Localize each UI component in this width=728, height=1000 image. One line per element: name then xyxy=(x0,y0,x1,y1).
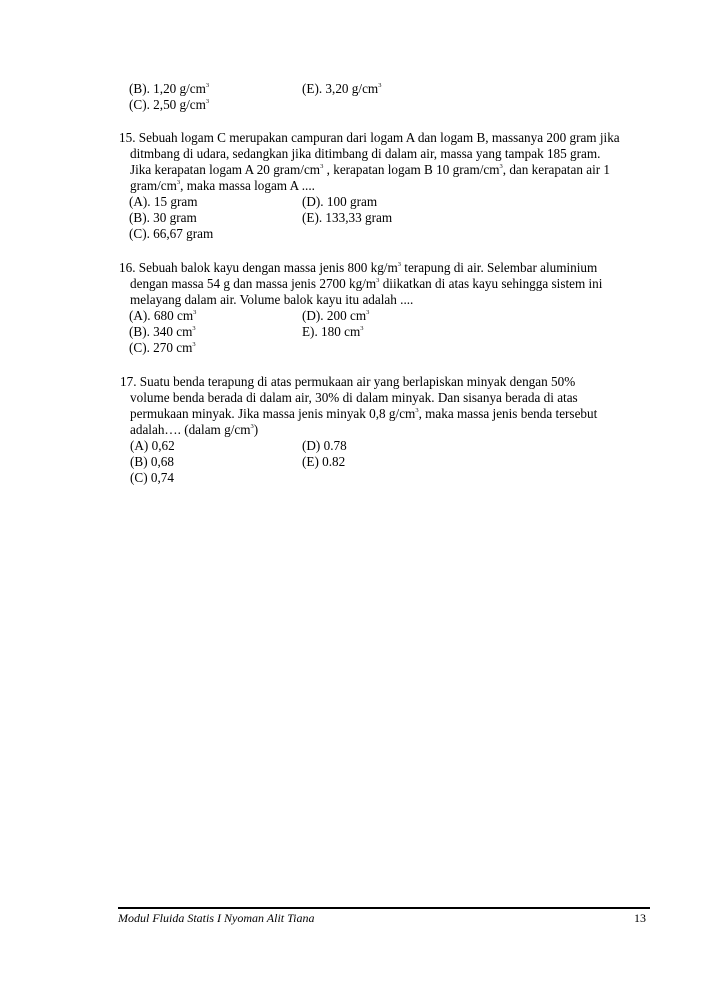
q17-option-a: (A) 0,62 xyxy=(130,438,175,453)
q16-option-a: (A). 680 $cm^3$ xyxy=(129,308,197,323)
q17-line-4: adalah…. (dalam $g/cm^3$) xyxy=(130,422,259,437)
footer-title: Modul Fluida Statis I Nyoman Alit Tiana xyxy=(118,911,315,925)
q16-option-b: (B). 340 $cm^3$ xyxy=(129,324,196,339)
q17-line-3: permukaan minyak. Jika massa jenis minyak 0,8 $g/cm^3$, maka massa jenis benda tersebut xyxy=(130,406,598,421)
q15-option-b: (B). 30 gram xyxy=(129,210,197,225)
q17-option-c: (C) 0,74 xyxy=(130,470,174,485)
footer-divider xyxy=(118,907,650,909)
q16-option-e: E). 180 $cm^3$ xyxy=(302,324,364,339)
q16-line-1: 16. Sebuah balok kayu dengan massa jenis 800 $kg/m^3$ terapung di air. Selembar aluminium xyxy=(119,260,598,275)
q16-option-c: (C). 270 $cm^3$ xyxy=(129,340,196,355)
q17-option-e: (E) 0.82 xyxy=(302,454,346,469)
q15-option-e: (E). 133,33 gram xyxy=(302,210,393,225)
q17-line-2: volume benda berada di dalam air, 30% di dalam minyak. Dan sisanya berada di atas xyxy=(130,390,578,405)
page-number: 13 xyxy=(634,911,646,925)
q15-line-2: ditmbang di udara, sedangkan jika ditimbang di dalam air, massa yang tampak 185 gram. xyxy=(130,146,601,161)
q15-option-d: (D). 100 gram xyxy=(302,194,378,209)
q15-option-c: (C). 66,67 gram xyxy=(129,226,214,241)
q14-option-c: (C). 2,50 $g/cm^3$ xyxy=(129,97,210,112)
q16-option-d: (D). 200 $cm^3$ xyxy=(302,308,370,323)
q14-option-b: (B). 1,20 $g/cm^3$ xyxy=(129,81,210,96)
q15-line-3: Jika kerapatan logam A 20 gram/$cm^3$ , kerapatan logam B 10 gram/$cm^3$, dan kerapatan air 1 xyxy=(130,162,611,177)
q17-option-b: (B) 0,68 xyxy=(130,454,174,469)
q15-option-a: (A). 15 gram xyxy=(129,194,198,209)
q14-option-e: (E). 3,20 $g/cm^3$ xyxy=(302,81,382,96)
q15-line-1: 15. Sebuah logam C merupakan campuran dari logam A dan logam B, massanya 200 gram jika xyxy=(119,130,620,145)
q17-line-1: 17. Suatu benda terapung di atas permukaan air yang berlapiskan minyak dengan 50% xyxy=(120,374,576,389)
q16-line-3: melayang dalam air. Volume balok kayu itu adalah .... xyxy=(130,292,414,307)
q16-line-2: dengan massa 54 g dan massa jenis 2700 $kg/m^3$ diikatkan di atas kayu sehingga sistem ini xyxy=(130,276,603,291)
q17-option-d: (D) 0.78 xyxy=(302,438,347,453)
q15-line-4: gram/$cm^3$, maka massa logam A .... xyxy=(130,178,315,193)
